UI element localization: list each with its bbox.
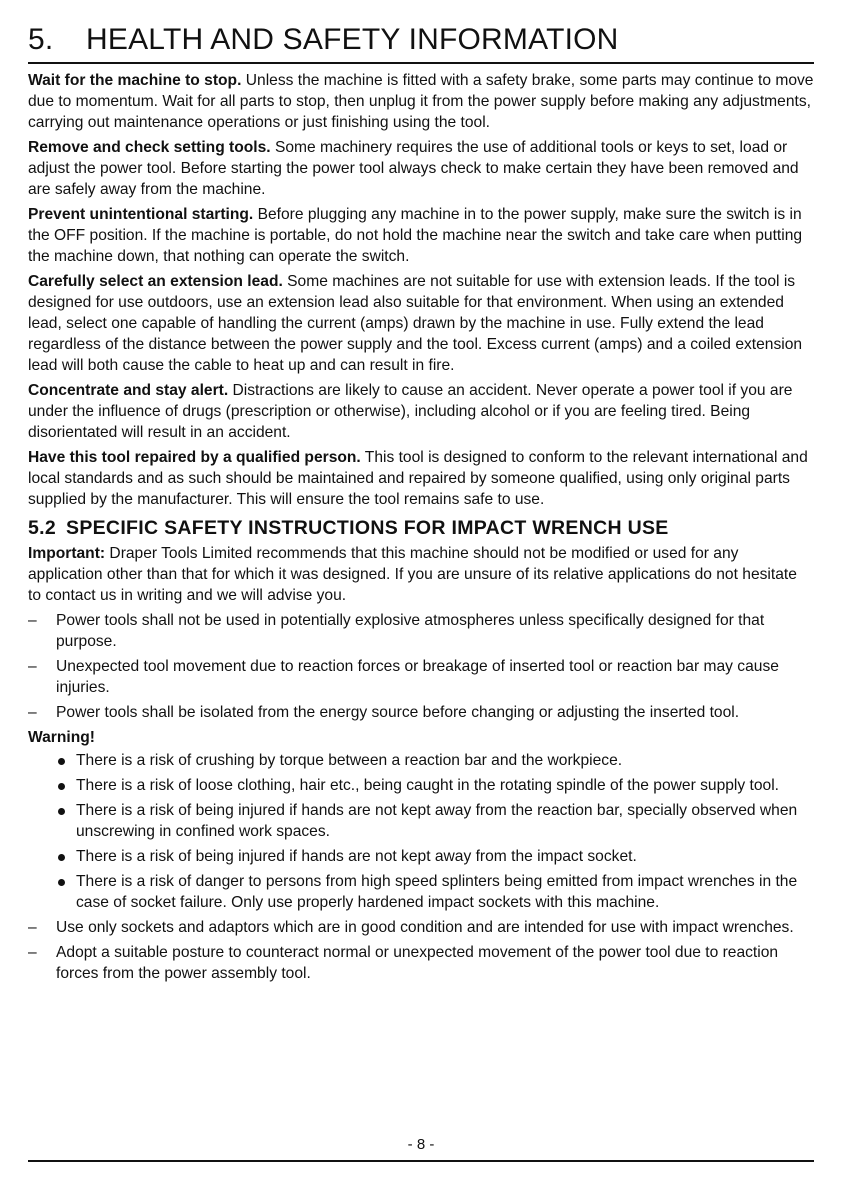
paragraph-text: This tool is designed to conform to the relevant international and local standards and as such should be maintained and repaired by someone qualified, using only original parts supplied by the manufacturer. This will ensure the tool remains safe to use. (28, 449, 808, 508)
paragraph-extension-lead (28, 271, 814, 376)
bullet-dot-icon (58, 783, 65, 790)
dash-mark: – (28, 658, 37, 675)
paragraph-lead: Remove and check setting tools. (28, 139, 271, 156)
bullet-text: There is a risk of loose clothing, hair etc., being caught in the rotating spindle of the power supply tool. (76, 777, 779, 794)
bullet-text: There is a risk of being injured if hands are not kept away from the impact socket. (76, 848, 637, 865)
bullet-dot-icon (58, 854, 65, 861)
important-lead: Important: (28, 545, 106, 562)
paragraph-text: Unless the machine is fitted with a safety brake, some parts may continue to move due to momentum. Wait for all parts to stop, then unplug it from the power supply before making any adjustments, carrying out maintenance operations or just finishing using the tool. (28, 72, 814, 131)
paragraph-lead: Prevent unintentional starting. (28, 206, 254, 223)
bullet-dot-icon (58, 808, 65, 815)
section-heading (28, 22, 814, 64)
paragraph-lead: Carefully select an extension lead. (28, 273, 283, 290)
paragraph-prevent-starting (28, 204, 814, 267)
list-item (28, 610, 814, 652)
paragraph-lead: Have this tool repaired by a qualified person. (28, 449, 361, 466)
bullet-text: There is a risk of danger to persons from high speed splinters being emitted from impact wrenches in the case of socket failure. Only use properly hardened impact sockets with this machine. (76, 873, 798, 911)
bullet-item (28, 775, 814, 796)
paragraph-lead: Concentrate and stay alert. (28, 382, 229, 399)
list-item (28, 656, 814, 698)
section-title: HEALTH AND SAFETY INFORMATION (86, 23, 619, 56)
bullet-dot-icon (58, 758, 65, 765)
paragraph-text: Some machinery requires the use of additional tools or keys to set, load or adjust the power tool. Before starting the power tool always check to make certain they have been removed and are safely away from the machine. (28, 139, 799, 198)
bullet-dot-icon (58, 879, 65, 886)
list-item-text: Use only sockets and adaptors which are in good condition and are intended for use with impact wrenches. (56, 919, 794, 936)
footer-divider (28, 1160, 814, 1162)
important-text: Draper Tools Limited recommends that this machine should not be modified or used for any application other than that for which it was designed. If you are unsure of its relative applications do not hesitate to contact us in writing and we will advise you. (28, 545, 797, 604)
bullet-text: There is a risk of crushing by torque between a reaction bar and the workpiece. (76, 752, 623, 769)
dash-mark: – (28, 944, 37, 961)
bullet-text: There is a risk of being injured if hands are not kept away from the reaction bar, specially observed when unscrewing in confined work spaces. (76, 802, 798, 840)
paragraph-lead: Wait for the machine to stop. (28, 72, 242, 89)
bullet-item (28, 846, 814, 867)
list-item-text: Power tools shall not be used in potentially explosive atmospheres unless specifically designed for that purpose. (56, 612, 765, 650)
paragraph-remove-setting-tools (28, 137, 814, 200)
subsection-title: SPECIFIC SAFETY INSTRUCTIONS FOR IMPACT WRENCH USE (66, 517, 669, 539)
list-item (28, 942, 814, 984)
important-note (28, 543, 814, 606)
paragraph-stay-alert (28, 380, 814, 443)
content-body (28, 70, 814, 988)
list-item-text: Unexpected tool movement due to reaction forces or breakage of inserted tool or reaction bar may cause injuries. (56, 658, 779, 696)
paragraph-text: Distractions are likely to cause an accident. Never operate a power tool if you are under the influence of drugs (prescription or otherwise), including alcohol or if you are feeling tired. Being disorientated will result in an accident. (28, 382, 793, 441)
list-item (28, 917, 814, 938)
paragraph-qualified-repair (28, 447, 814, 510)
list-item-text: Power tools shall be isolated from the energy source before changing or adjusting the inserted tool. (56, 704, 740, 721)
subsection-number: 5.2 (28, 517, 57, 539)
paragraph-text: Before plugging any machine in to the power supply, make sure the switch is in the OFF position. If the machine is portable, do not hold the machine near the switch and take care when putting the machine down, that nothing can operate the switch. (28, 206, 803, 265)
dash-mark: – (28, 704, 37, 721)
paragraph-text: Some machines are not suitable for use with extension leads. If the tool is designed for use outdoors, use an extension lead also suitable for that environment. When using an extended lead, select one capable of handling the current (amps) drawn by the machine in use. Fully extend the lead regardless of the distance between the power supply and the tool. Excess current (amps) and a coiled extension lead will both cause the cable to heat up and can result in fire. (28, 273, 803, 374)
dash-mark: – (28, 919, 37, 936)
bullet-item (28, 750, 814, 771)
subsection-heading (28, 515, 814, 541)
section-number: 5. (28, 23, 54, 56)
list-item-text: Adopt a suitable posture to counteract normal or unexpected movement of the power tool due to reaction forces from the power assembly tool. (56, 944, 779, 982)
bullet-item (28, 871, 814, 913)
page-number: - 8 - (407, 1136, 435, 1153)
bullet-item (28, 800, 814, 842)
list-item (28, 702, 814, 723)
warning-title: Warning! (28, 729, 95, 746)
paragraph-wait-for-stop (28, 70, 814, 133)
dash-mark: – (28, 612, 37, 629)
